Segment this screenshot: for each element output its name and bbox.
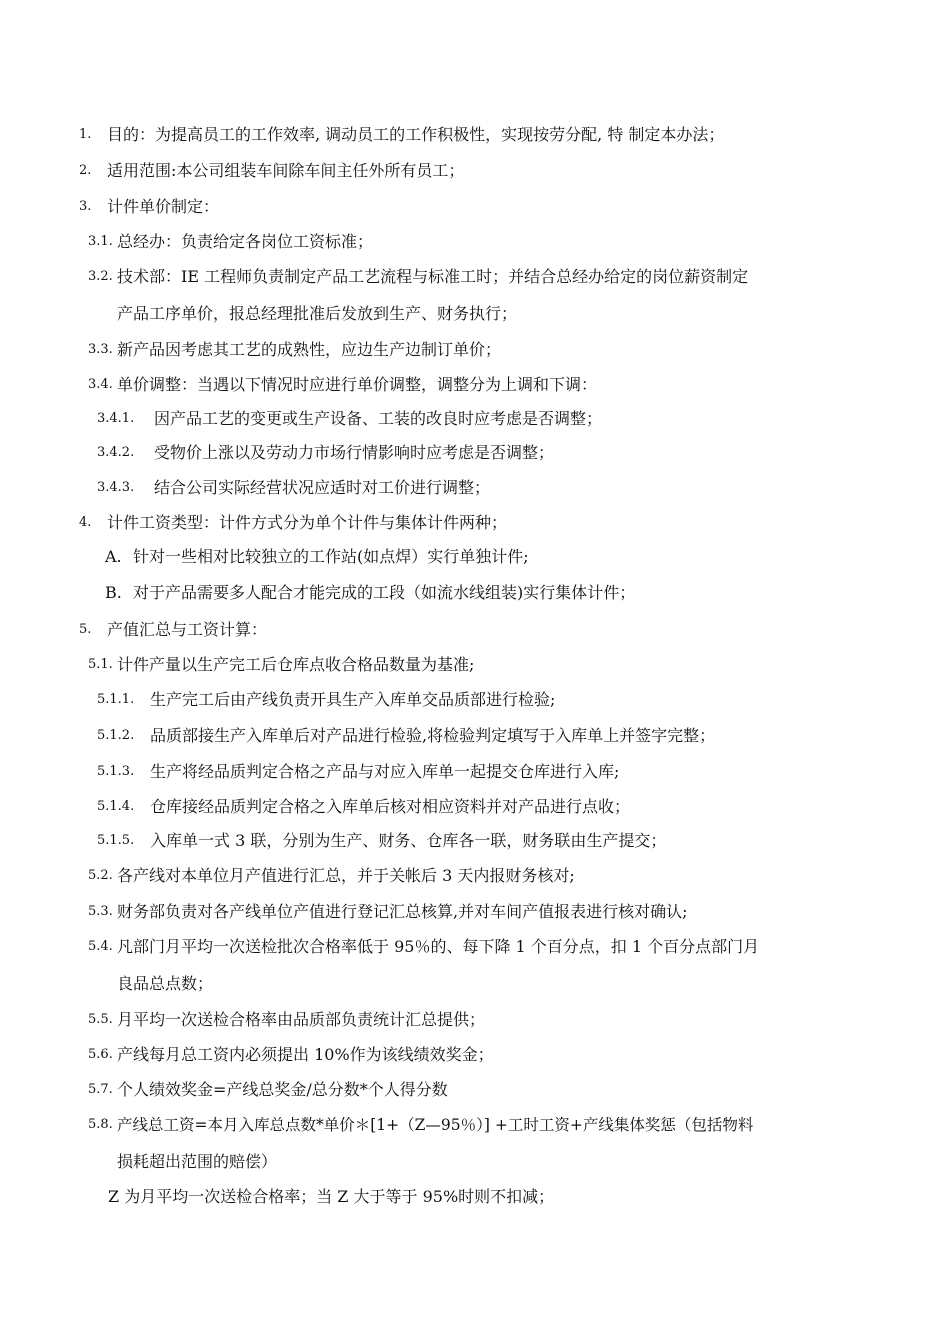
item-number: 5.8. [88, 1117, 113, 1132]
item-number: A. [105, 547, 122, 566]
item-number: 3.4.3. [97, 480, 135, 495]
item-text: 良品总点数； [117, 974, 214, 993]
item-number: 5.1.2. [97, 728, 135, 743]
item-text: 新产品因考虑其工艺的成熟性，应边生产边制订单价； [117, 340, 502, 359]
item-number: 3.1. [88, 234, 113, 249]
item-text: 财务部负责对各产线单位产值进行登记汇总核算,并对车间产值报表进行核对确认; [117, 902, 688, 921]
item-text: 计件单价制定： [107, 197, 220, 216]
item-number: 3.4.1. [97, 411, 135, 426]
item-text: 产线每月总工资内必须提出 10%作为该线绩效奖金； [117, 1045, 494, 1064]
item-number: 3.4. [88, 377, 113, 392]
item-number: 3.2. [88, 269, 113, 284]
item-text: 仓库接经品质判定合格之入库单后核对相应资料并对产品进行点收； [150, 797, 631, 816]
item-text: 计件产量以生产完工后仓库点收合格品数量为基准; [117, 655, 475, 674]
item-number: 5.3. [88, 904, 113, 919]
item-number: 5.1.5. [97, 833, 135, 848]
item-text: 产品工序单价，报总经理批准后发放到生产、财务执行； [117, 304, 518, 323]
item-number: 5. [79, 622, 92, 637]
item-number: 5.1.1. [97, 692, 135, 707]
item-number: 3.4.2. [97, 445, 135, 460]
item-text: 各产线对本单位月产值进行汇总，并于关帐后 3 天内报财务核对; [117, 866, 575, 885]
item-number: 5.5. [88, 1012, 113, 1027]
item-text: 生产将经品质判定合格之产品与对应入库单一起提交仓库进行入库; [150, 762, 620, 781]
item-number: 1. [79, 127, 92, 142]
item-number: 5.6. [88, 1047, 113, 1062]
item-text: 月平均一次送检合格率由品质部负责统计汇总提供； [117, 1010, 486, 1029]
item-text: 个人绩效奖金=产线总奖金/总分数*个人得分数 [117, 1080, 448, 1099]
item-text: 品质部接生产入库单后对产品进行检验,将检验判定填写于入库单上并签字完整； [150, 726, 716, 745]
item-text: 产线总工资=本月入库总点数*单价＊[1+（Z—95％）] +工时工资+产线集体奖惩（包括物料 [117, 1116, 754, 1134]
item-number: 5.1. [88, 657, 113, 672]
item-number: 2. [79, 163, 92, 178]
item-text: Z 为月平均一次送检合格率；当 Z 大于等于 95%时则不扣减； [108, 1187, 555, 1206]
item-text: 单价调整：当遇以下情况时应进行单价调整，调整分为上调和下调： [117, 375, 598, 394]
item-number: 3.3. [88, 342, 113, 357]
item-number: 5.7. [88, 1082, 113, 1097]
item-text: 受物价上涨以及劳动力市场行情影响时应考虑是否调整； [154, 443, 555, 462]
item-text: 生产完工后由产线负责开具生产入库单交品质部进行检验; [150, 690, 556, 709]
item-number: 5.4. [88, 939, 113, 954]
item-number: 5.1.3. [97, 764, 135, 779]
item-number: 4. [79, 515, 92, 530]
item-text: 对于产品需要多人配合才能完成的工段（如流水线组装)实行集体计件； [133, 583, 636, 602]
item-text: 因产品工艺的变更或生产设备、工装的改良时应考虑是否调整； [154, 409, 603, 428]
item-text: 结合公司实际经营状况应适时对工价进行调整； [154, 478, 491, 497]
item-number: 5.2. [88, 868, 113, 883]
item-text: 适用范围:本公司组装车间除车间主任外所有员工； [107, 161, 465, 180]
item-number: 5.1.4. [97, 799, 135, 814]
item-text: 产值汇总与工资计算： [107, 620, 268, 639]
item-text: 凡部门月平均一次送检批次合格率低于 95％的、每下降 1 个百分点，扣 1 个百分点部门月 [117, 937, 760, 956]
item-text: 技术部：IE 工程师负责制定产品工艺流程与标准工时；并结合总经办给定的岗位薪资制定 [117, 267, 749, 286]
item-text: 针对一些相对比较独立的工作站(如点焊）实行单独计件; [133, 547, 529, 566]
item-text: 损耗超出范围的赔偿） [117, 1152, 278, 1171]
item-text: 入库单一式 3 联，分别为生产、财务、仓库各一联，财务联由生产提交； [150, 831, 667, 850]
item-text: 总经办：负责给定各岗位工资标准； [117, 232, 374, 251]
item-text: 目的：为提高员工的工作效率, 调动员工的工作积极性，实现按劳分配, 特 制定本办法； [107, 125, 725, 144]
item-number: B. [105, 583, 122, 602]
item-text: 计件工资类型：计件方式分为单个计件与集体计件两种； [107, 513, 508, 532]
item-number: 3. [79, 199, 92, 214]
